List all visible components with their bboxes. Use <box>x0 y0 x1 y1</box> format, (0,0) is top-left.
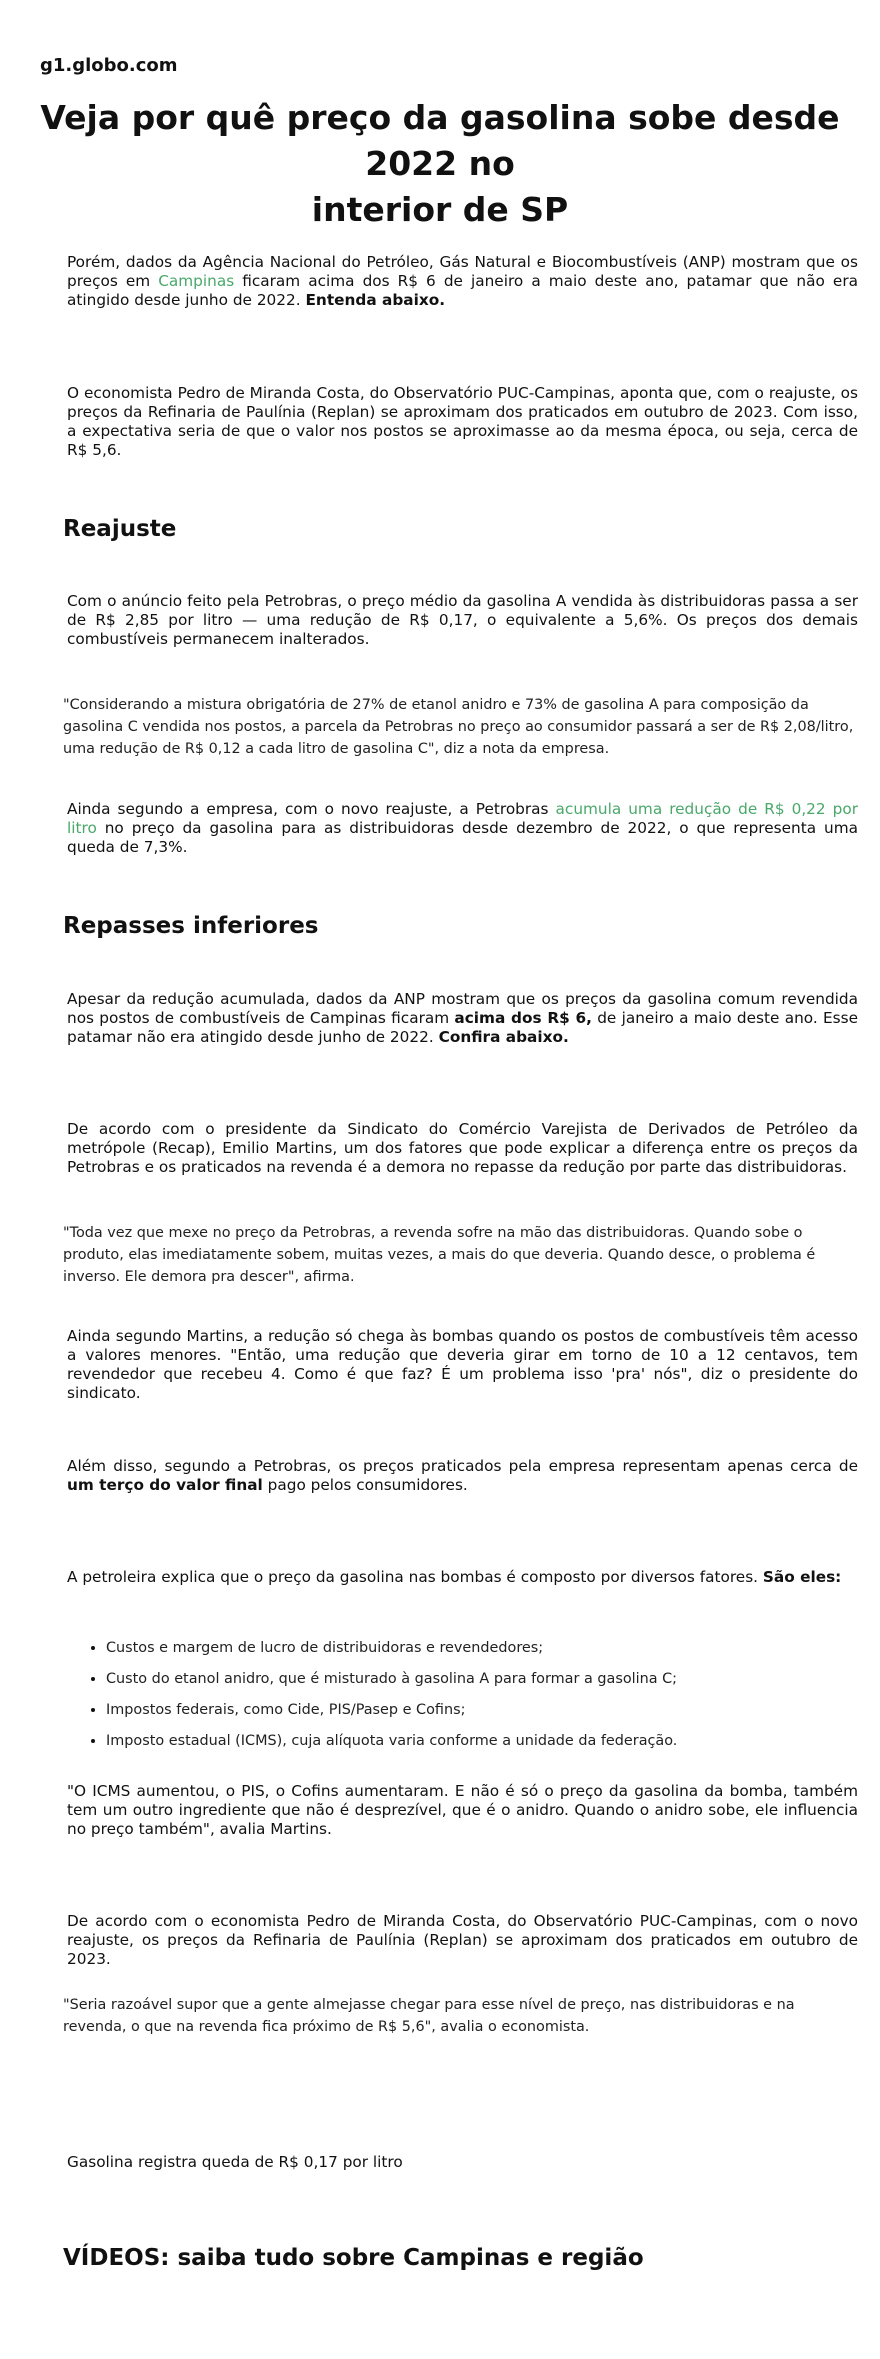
heading-repasses: Repasses inferiores <box>63 913 319 939</box>
heading-reajuste: Reajuste <box>63 516 177 542</box>
quote-martins-icms: "O ICMS aumentou, o PIS, o Cofins aumentaram. E não é só o preço da gasolina da bomba, também tem um outro ingrediente que não é desprezível, que é o anidro. Quando o anidro sobe, ele influencia no preço também", avalia Martins. <box>67 1782 858 1838</box>
factors-list <box>64 1633 880 1757</box>
text: pago pelos consumidores. <box>262 1476 468 1494</box>
paragraph-factors <box>67 1568 858 1587</box>
article-title <box>30 95 850 233</box>
link-accumulated-reduction[interactable]: acumula uma redução de R$ 0,22 por litro <box>67 800 859 837</box>
text: no preço da gasolina para as distribuidoras desde dezembro de 2022, o que representa uma queda de 7,3%. <box>67 819 858 856</box>
title-line-1: Veja por quê preço da gasolina sobe desde 2022 no <box>40 98 840 183</box>
bold-text: acima dos R$ 6, <box>454 1009 592 1027</box>
paragraph-anp-data <box>67 990 858 1047</box>
list-item: • Impostos federais, como Cide, PIS/Pasep e Cofins; <box>106 1695 880 1726</box>
list-item: • Imposto estadual (ICMS), cuja alíquota varia conforme a unidade da federação. <box>106 1726 880 1757</box>
text: ficaram acima dos R$ 6 de janeiro a maio deste ano, patamar que não era atingido desde junho de 2022. <box>67 272 858 309</box>
text: de janeiro a maio deste ano. Esse patamar não era atingido desde junho de 2022. <box>67 1009 858 1046</box>
heading-videos: VÍDEOS: saiba tudo sobre Campinas e região <box>63 2245 644 2271</box>
video-caption: Gasolina registra queda de R$ 0,17 por litro <box>67 2153 403 2171</box>
text: Ainda segundo a empresa, com o novo reajuste, a Petrobras <box>67 800 556 818</box>
link-campinas[interactable]: Campinas <box>158 272 235 290</box>
paragraph-one-third <box>67 1457 858 1495</box>
bold-text: um terço do valor final <box>67 1476 263 1494</box>
text: Apesar da redução acumulada, dados da ANP mostram que os preços da gasolina comum revendida nos postos de combustíveis de Campinas ficaram <box>67 990 858 1027</box>
quote-martins-1: "Toda vez que mexe no preço da Petrobras, a revenda sofre na mão das distribuidoras. Quando sobe o produto, elas imediatamente sobem, muitas vezes, a mais do que deveria. Quando desce, o problema é inverso. Ele demora pra descer", afirma. <box>63 1225 816 1285</box>
title-line-2: interior de SP <box>311 190 569 229</box>
paragraph-accumulated <box>67 800 858 857</box>
text: Porém, dados da Agência Nacional do Petróleo, Gás Natural e Biocombustíveis (ANP) mostram que os preços em <box>67 253 858 290</box>
bold-text: Confira abaixo. <box>438 1028 569 1046</box>
paragraph-recap-president: De acordo com o presidente da Sindicato do Comércio Varejista de Derivados de Petróleo da metrópole (Recap), Emilio Martins, um dos fatores que pode explicar a diferença entre os preços da Petrobras e os praticados na revenda é a demora no repasse da redução por parte das distribuidoras. <box>67 1120 858 1176</box>
quote-economist: "Seria razoável supor que a gente almejasse chegar para esse nível de preço, nas distribuidoras e na revenda, o que na revenda fica próximo de R$ 5,6", avalia o economista. <box>63 1997 795 2035</box>
bold-text: São eles: <box>762 1568 842 1586</box>
bold-text: Entenda abaixo. <box>305 291 446 309</box>
paragraph-economist: O economista Pedro de Miranda Costa, do Observatório PUC-Campinas, aponta que, com o reajuste, os preços da Refinaria de Paulínia (Replan) se aproximam dos praticados em outubro de 2023. Com isso, a expectativa seria de que o valor nos postos se aproximasse ao da mesma época, ou seja, cerca de R$ 5,6. <box>67 384 858 459</box>
text: Além disso, segundo a Petrobras, os preços praticados pela empresa representam apenas cerca de <box>67 1457 858 1475</box>
list-item: • Custos e margem de lucro de distribuidoras e revendedores; <box>106 1633 880 1664</box>
paragraph-announcement: Com o anúncio feito pela Petrobras, o preço médio da gasolina A vendida às distribuidoras passa a ser de R$ 2,85 por litro — uma redução de R$ 0,17, o equivalente a 5,6%. Os preços dos demais combustíveis permanecem inalterados. <box>67 592 858 648</box>
site-name[interactable]: g1.globo.com <box>40 55 178 76</box>
paragraph-economist-2: De acordo com o economista Pedro de Miranda Costa, do Observatório PUC-Campinas, com o novo reajuste, os preços da Refinaria de Paulínia (Replan) se aproximam dos praticados em outubro de 2023. <box>67 1912 858 1968</box>
list-item: • Custo do etanol anidro, que é misturado à gasolina A para formar a gasolina C; <box>106 1664 880 1695</box>
paragraph-anp-prices <box>67 253 858 310</box>
text: A petroleira explica que o preço da gasolina nas bombas é composto por diversos fatores. <box>67 1568 763 1586</box>
quote-petrobras-note: "Considerando a mistura obrigatória de 27% de etanol anidro e 73% de gasolina A para composição da gasolina C vendida nos postos, a parcela da Petrobras no preço ao consumidor passará a ser de R$ 2,08/litro, uma redução de R$ 0,12 a cada litro de gasolina C", diz a nota da empresa. <box>63 697 854 757</box>
paragraph-martins-reduction: Ainda segundo Martins, a redução só chega às bombas quando os postos de combustíveis têm acesso a valores menores. "Então, uma redução que deveria girar em torno de 10 a 12 centavos, tem revendedor que recebeu 4. Como é que faz? É um problema isso 'pra' nós", diz o presidente do sindicato. <box>67 1327 858 1402</box>
